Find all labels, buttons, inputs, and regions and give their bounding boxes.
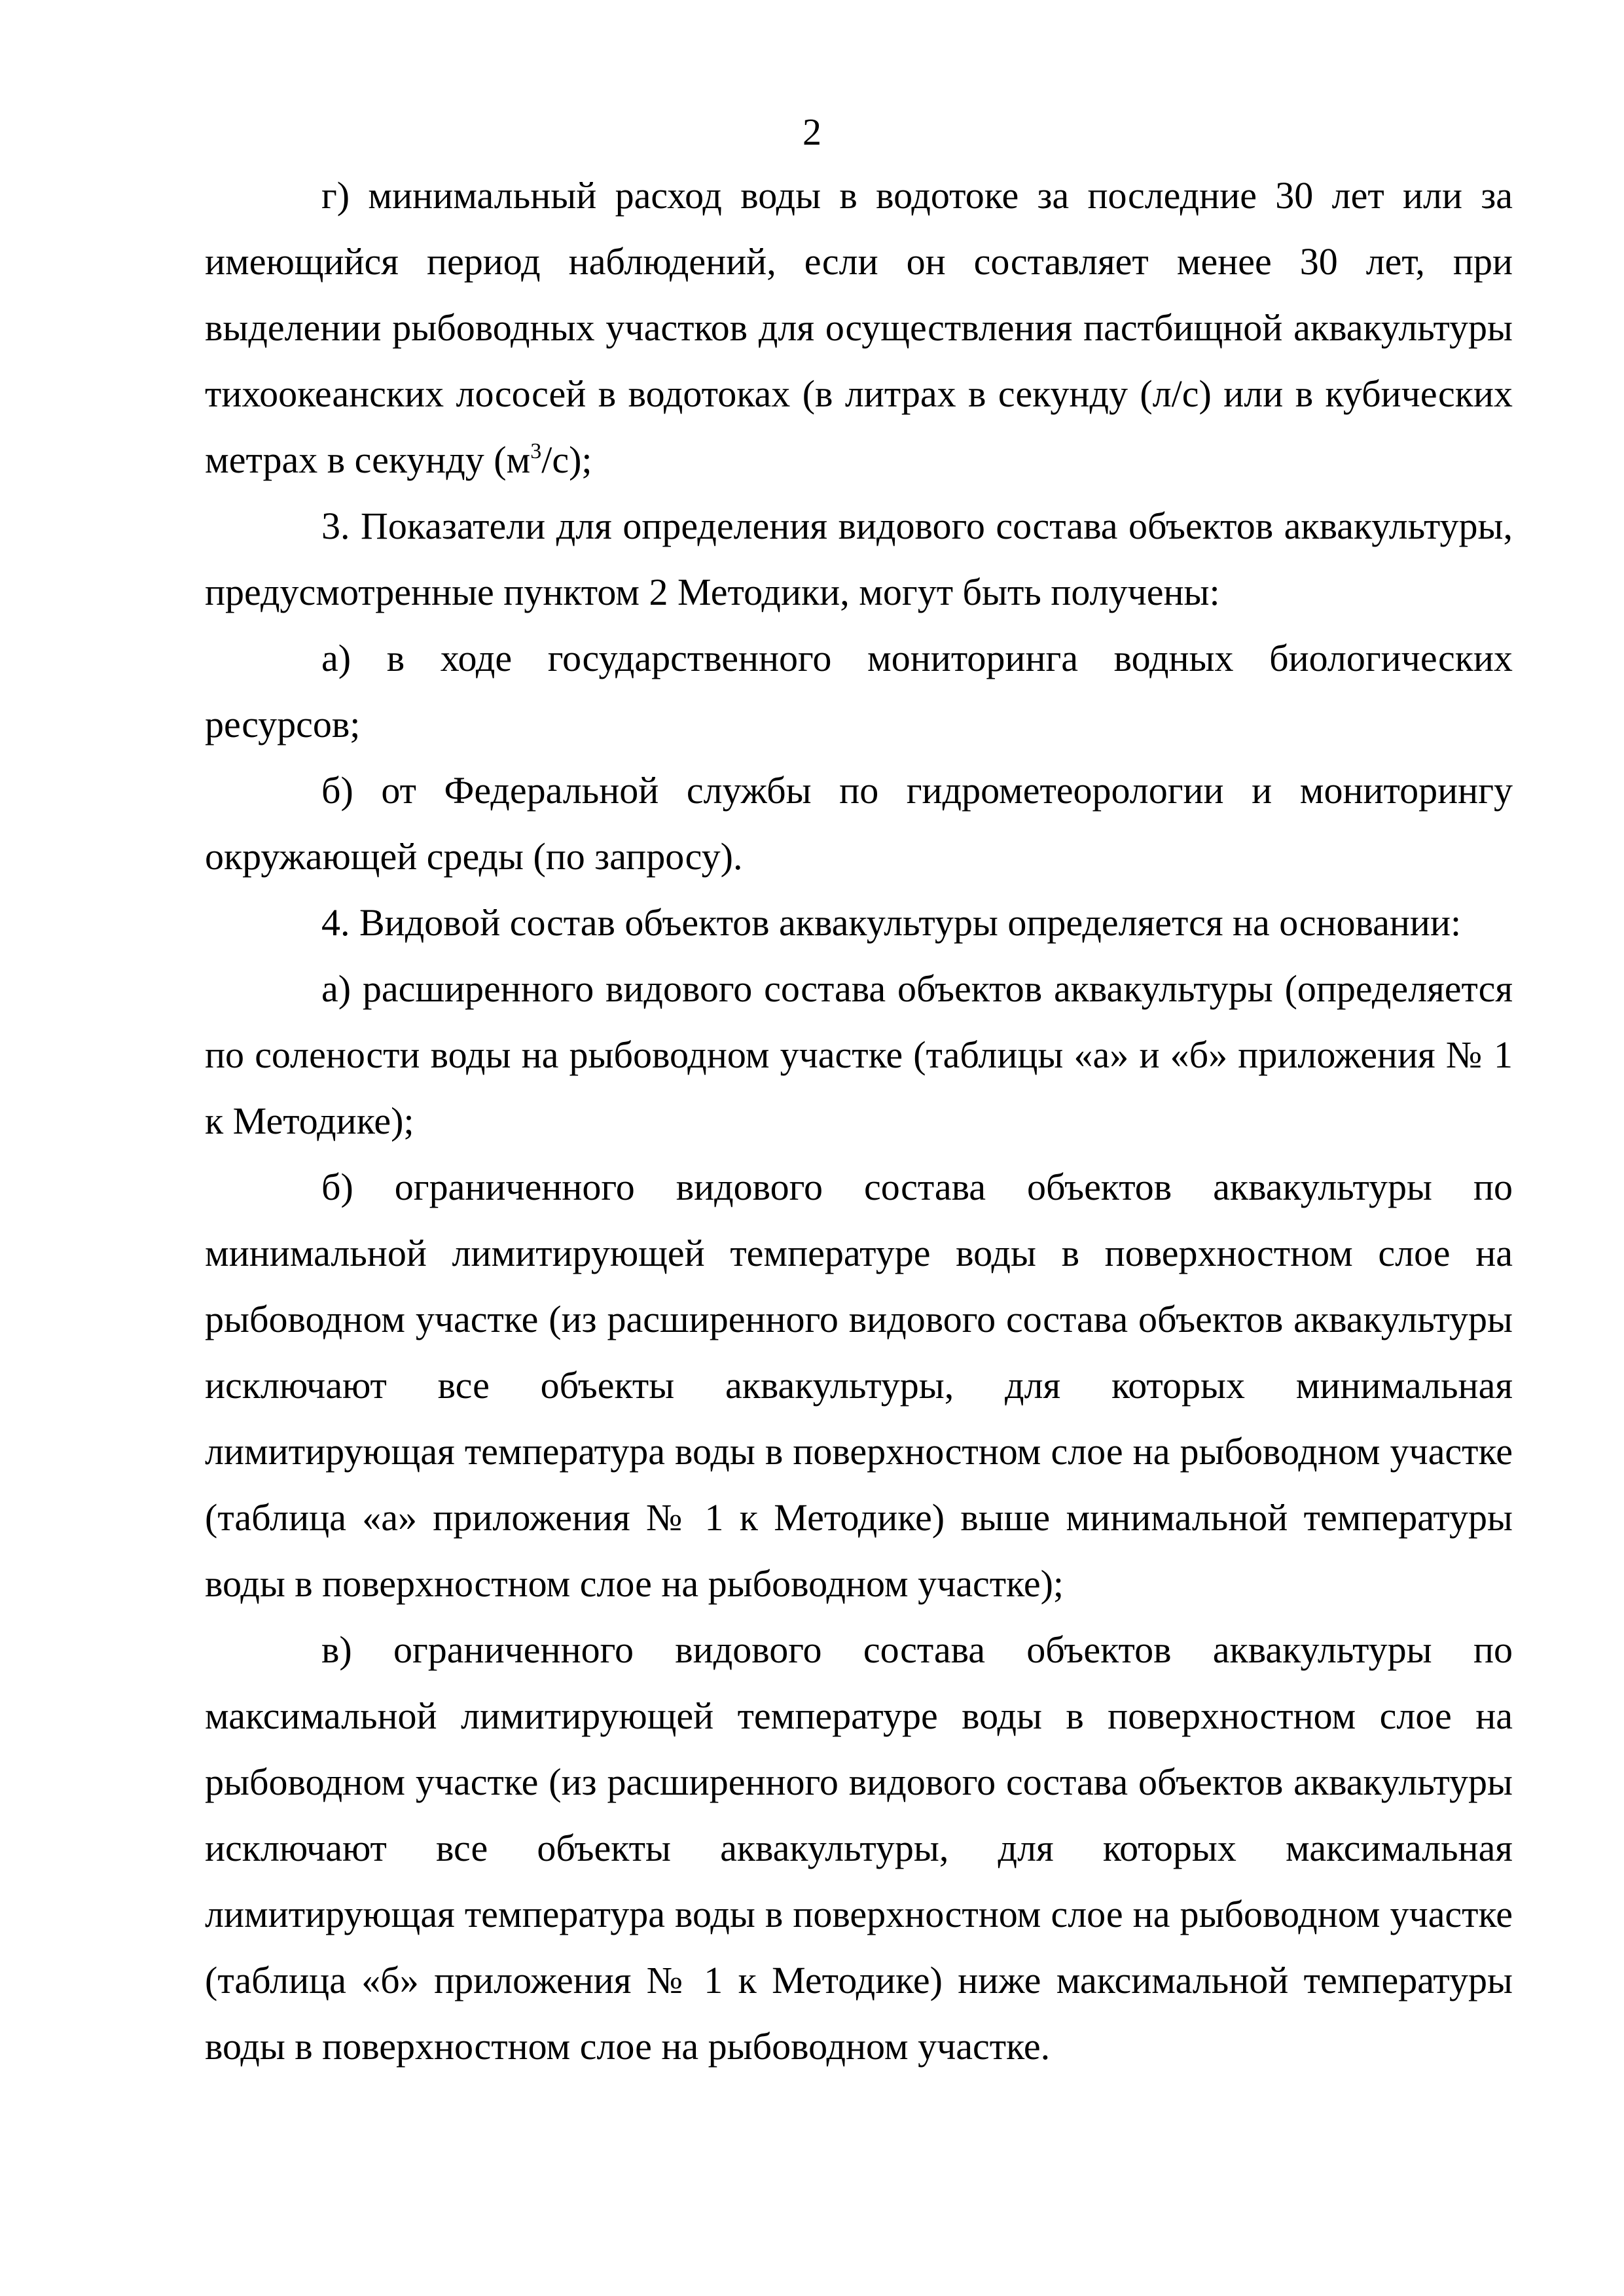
paragraph-4a-extended: а) расширенного видового состава объектов аквакультуры (определяется по солености воды на рыбоводном участке (таблицы «а» и «б» приложения № 1 к Методике); [205,967,1513,1142]
paragraph-g-text: г) минимальный расход воды в водотоке за последние 30 лет или за имеющийся период наблюдений, если он составляет менее 30 лет, при выделении рыбоводных участков для осуществления пастбищной аквакультуры тихоокеанских лососей в водотоках (в литрах в секунду (л/с) или в кубических метрах в секунду (м [205,174,1513,481]
paragraph-4-species-composition: 4. Видовой состав объектов аквакультуры определяется на основании: [321,901,1462,944]
paragraph-4v-max-temperature: в) ограниченного видового состава объектов аквакультуры по максимальной лимитирующей температуре воды в поверхностном слое на рыбоводном участке (из расширенного видового состава объектов аквакультуры исключают все объекты аквакультуры, для которых максимальная лимитирующая температура воды в поверхностном слое на рыбоводном участке (таблица «б» приложения № 1 к Методике) ниже максимальной температуры воды в поверхностном слое на рыбоводном участке. [205,1628,1513,2068]
paragraph-3a-monitoring: а) в ходе государственного мониторинга водных биологических ресурсов; [205,637,1513,745]
paragraph-g-text-end: /с); [541,439,592,481]
document-body [205,162,1513,2079]
paragraph-g-min-water-flow [205,162,1513,493]
paragraph-3-indicators: 3. Показатели для определения видового состава объектов аквакультуры, предусмотренные пунктом 2 Методики, могут быть получены: [205,505,1513,613]
superscript-cubic: 3 [530,439,542,463]
page-number: 2 [803,111,821,153]
paragraph-4b-min-temperature: б) ограниченного видового состава объектов аквакультуры по минимальной лимитирующей температуре воды в поверхностном слое на рыбоводном участке (из расширенного видового состава объектов аквакультуры исключают все объекты аквакультуры, для которых минимальная лимитирующая температура воды в поверхностном слое на рыбоводном участке (таблица «а» приложения № 1 к Методике) выше минимальной температуры воды в поверхностном слое на рыбоводном участке); [205,1166,1513,1605]
paragraph-3b-hydromet: б) от Федеральной службы по гидрометеорологии и мониторингу окружающей среды (по запросу). [205,769,1513,878]
